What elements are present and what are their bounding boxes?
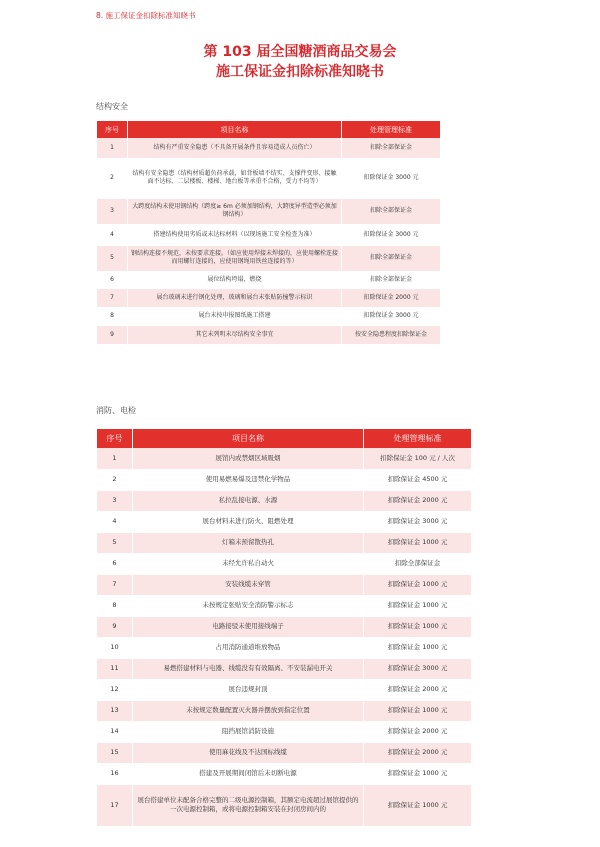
row-standard: 扣除保证金 1000 元	[364, 595, 472, 616]
table-row	[97, 138, 441, 158]
row-item: 展馆内或禁烟区域吸烟	[133, 448, 364, 469]
table-row	[97, 245, 441, 271]
header-item: 项目名称	[128, 121, 342, 138]
row-index: 4	[97, 511, 133, 532]
row-item: 未经允许私自动火	[133, 553, 364, 574]
row-item: 结构有严重安全隐患（不具备开展条件且容易造成人员伤亡）	[128, 138, 342, 158]
row-index: 5	[97, 532, 133, 553]
row-item: 展台未按申报图纸施工搭建	[128, 307, 342, 325]
row-index: 8	[97, 307, 128, 325]
table-row	[97, 721, 472, 742]
row-standard: 扣除全部保证金	[342, 198, 441, 224]
row-index: 8	[97, 595, 133, 616]
table-row	[97, 448, 472, 469]
row-standard: 扣除保证金 1000 元	[364, 532, 472, 553]
row-item: 其它未列明未尽结构安全事宜	[128, 325, 342, 344]
row-index: 10	[97, 637, 133, 658]
row-index: 6	[97, 271, 128, 288]
header-note: 8. 施工保证金扣除标准知晓书	[96, 11, 196, 20]
table-row	[97, 763, 472, 784]
fire-electric-table	[96, 429, 472, 827]
row-standard: 扣除保证金 2000 元	[364, 490, 472, 511]
header-index: 序号	[97, 121, 128, 138]
row-item: 未按规定数量配置灭火器并摆放到指定位置	[133, 700, 364, 721]
table-row	[97, 658, 472, 679]
row-item: 私拉乱接电源、水源	[133, 490, 364, 511]
header-index: 序号	[97, 429, 133, 448]
table-row	[97, 574, 472, 595]
row-standard: 扣除保证金 3000 元	[342, 307, 441, 325]
row-index: 9	[97, 325, 128, 344]
row-standard: 扣除保证金 4500 元	[364, 469, 472, 490]
row-index: 1	[97, 448, 133, 469]
row-index: 1	[97, 138, 128, 158]
table-header-row	[97, 121, 441, 138]
table-row	[97, 637, 472, 658]
row-standard: 扣除保证金 1000 元	[364, 616, 472, 637]
row-standard: 扣除保证金 2000 元	[342, 288, 441, 307]
row-item: 展台材料未进行防火、阻燃处理	[133, 511, 364, 532]
row-index: 7	[97, 574, 133, 595]
table-row	[97, 595, 472, 616]
row-index: 2	[97, 469, 133, 490]
row-standard: 扣除全部保证金	[342, 138, 441, 158]
table-row	[97, 532, 472, 553]
row-item: 安装线缆未穿管	[133, 574, 364, 595]
row-item: 搭建及开展期间闭馆后未切断电源	[133, 763, 364, 784]
table-row	[97, 198, 441, 224]
row-item: 使用麻花线及不达国标线缆	[133, 742, 364, 763]
row-item: 易燃搭建材料与电器、线缆没有有效隔离、不安装漏电开关	[133, 658, 364, 679]
row-item: 搭建结构使用劣质或未达标材料（以现场施工安全检查为准）	[128, 224, 342, 245]
row-standard: 按安全隐患程度扣除保证金	[342, 325, 441, 344]
row-index: 16	[97, 763, 133, 784]
row-index: 13	[97, 700, 133, 721]
table-row	[97, 158, 441, 198]
row-item: 结构有安全隐患（结构材质超负荷承载，如背板墙不结实、支撑件变形、接触面不达标、二层楼板、楼梯、地台板等承重不合格，受力不均等）	[128, 158, 342, 198]
row-index: 4	[97, 224, 128, 245]
table-row	[97, 616, 472, 637]
row-index: 11	[97, 658, 133, 679]
row-standard: 扣除保证金 1000 元	[364, 574, 472, 595]
table-row	[97, 490, 472, 511]
row-index: 15	[97, 742, 133, 763]
table-row	[97, 307, 441, 325]
table-row	[97, 288, 441, 307]
document-title-line1: 第 103 届全国糖酒商品交易会	[203, 44, 397, 60]
row-index: 7	[97, 288, 128, 307]
row-item: 钢结构连接不规范，未按要求连接。（如应使用焊接未焊接的，应使用螺栓连接而用螺钉连接的，应使用钢绳用铁丝连接的等）	[128, 245, 342, 271]
row-item: 展台违规封顶	[133, 679, 364, 700]
row-index: 6	[97, 553, 133, 574]
table-row	[97, 700, 472, 721]
row-index: 3	[97, 198, 128, 224]
row-index: 3	[97, 490, 133, 511]
row-standard: 扣除保证金 2000 元	[364, 679, 472, 700]
table-row	[97, 679, 472, 700]
row-index: 2	[97, 158, 128, 198]
row-item: 展台搭建单位未配备合格完整的二级电源控制箱，其额定电流超过展馆提供的一次电源控制箱，或将电源控制箱安装在封闭房间内的	[133, 784, 364, 826]
row-index: 14	[97, 721, 133, 742]
row-item: 灯箱未预留散热孔	[133, 532, 364, 553]
row-standard: 扣除全部保证金	[364, 553, 472, 574]
row-index: 9	[97, 616, 133, 637]
table-row	[97, 742, 472, 763]
row-standard: 扣除保证金 3000 元	[364, 511, 472, 532]
row-standard: 扣除保证金 1000 元	[364, 763, 472, 784]
table-row	[97, 469, 472, 490]
row-standard: 扣除保证金 1000 元	[364, 784, 472, 826]
header-item: 项目名称	[133, 429, 364, 448]
row-standard: 扣除保证金 2000 元	[364, 742, 472, 763]
row-index: 5	[97, 245, 128, 271]
header-standard: 处理管理标准	[364, 429, 472, 448]
row-item: 大跨度结构未使用钢结构（跨度≥ 6m 必须加钢结构，大跨度异型造型必须加钢结构）	[128, 198, 342, 224]
table-row	[97, 784, 472, 826]
section-title-structure: 结构安全	[96, 102, 128, 111]
document-title-line2: 施工保证金扣除标准知晓书	[216, 64, 384, 80]
row-item: 未按规定张贴安全消防警示标志	[133, 595, 364, 616]
table-row	[97, 511, 472, 532]
header-standard: 处理管理标准	[342, 121, 441, 138]
row-standard: 扣除保证金 3000 元	[364, 658, 472, 679]
table-row	[97, 224, 441, 245]
row-standard: 扣除保证金 1000 元	[364, 637, 472, 658]
table-header-row	[97, 429, 472, 448]
row-standard: 扣除全部保证金	[342, 245, 441, 271]
row-item: 使用易燃易爆及违禁化学物品	[133, 469, 364, 490]
structure-safety-table	[96, 121, 441, 345]
table-row	[97, 271, 441, 288]
row-item: 展位结构垮塌，燃烧	[128, 271, 342, 288]
row-item: 电路接驳未使用接线端子	[133, 616, 364, 637]
row-standard: 扣除保证金 100 元 / 人次	[364, 448, 472, 469]
row-standard: 扣除保证金 1000 元	[364, 700, 472, 721]
row-standard: 扣除保证金 2000 元	[364, 721, 472, 742]
row-item: 占用消防通道堆放物品	[133, 637, 364, 658]
row-index: 12	[97, 679, 133, 700]
row-standard: 扣除全部保证金	[342, 271, 441, 288]
section-title-fire-electric: 消防、电检	[96, 406, 136, 415]
table-row	[97, 553, 472, 574]
row-index: 17	[97, 784, 133, 826]
row-item: 阻挡展馆消防设施	[133, 721, 364, 742]
row-standard: 扣除保证金 3000 元	[342, 158, 441, 198]
table-row	[97, 325, 441, 344]
row-standard: 扣除保证金 3000 元	[342, 224, 441, 245]
row-item: 展台玻璃未进行钢化处理，玻璃和展台未张贴防撞警示标识	[128, 288, 342, 307]
